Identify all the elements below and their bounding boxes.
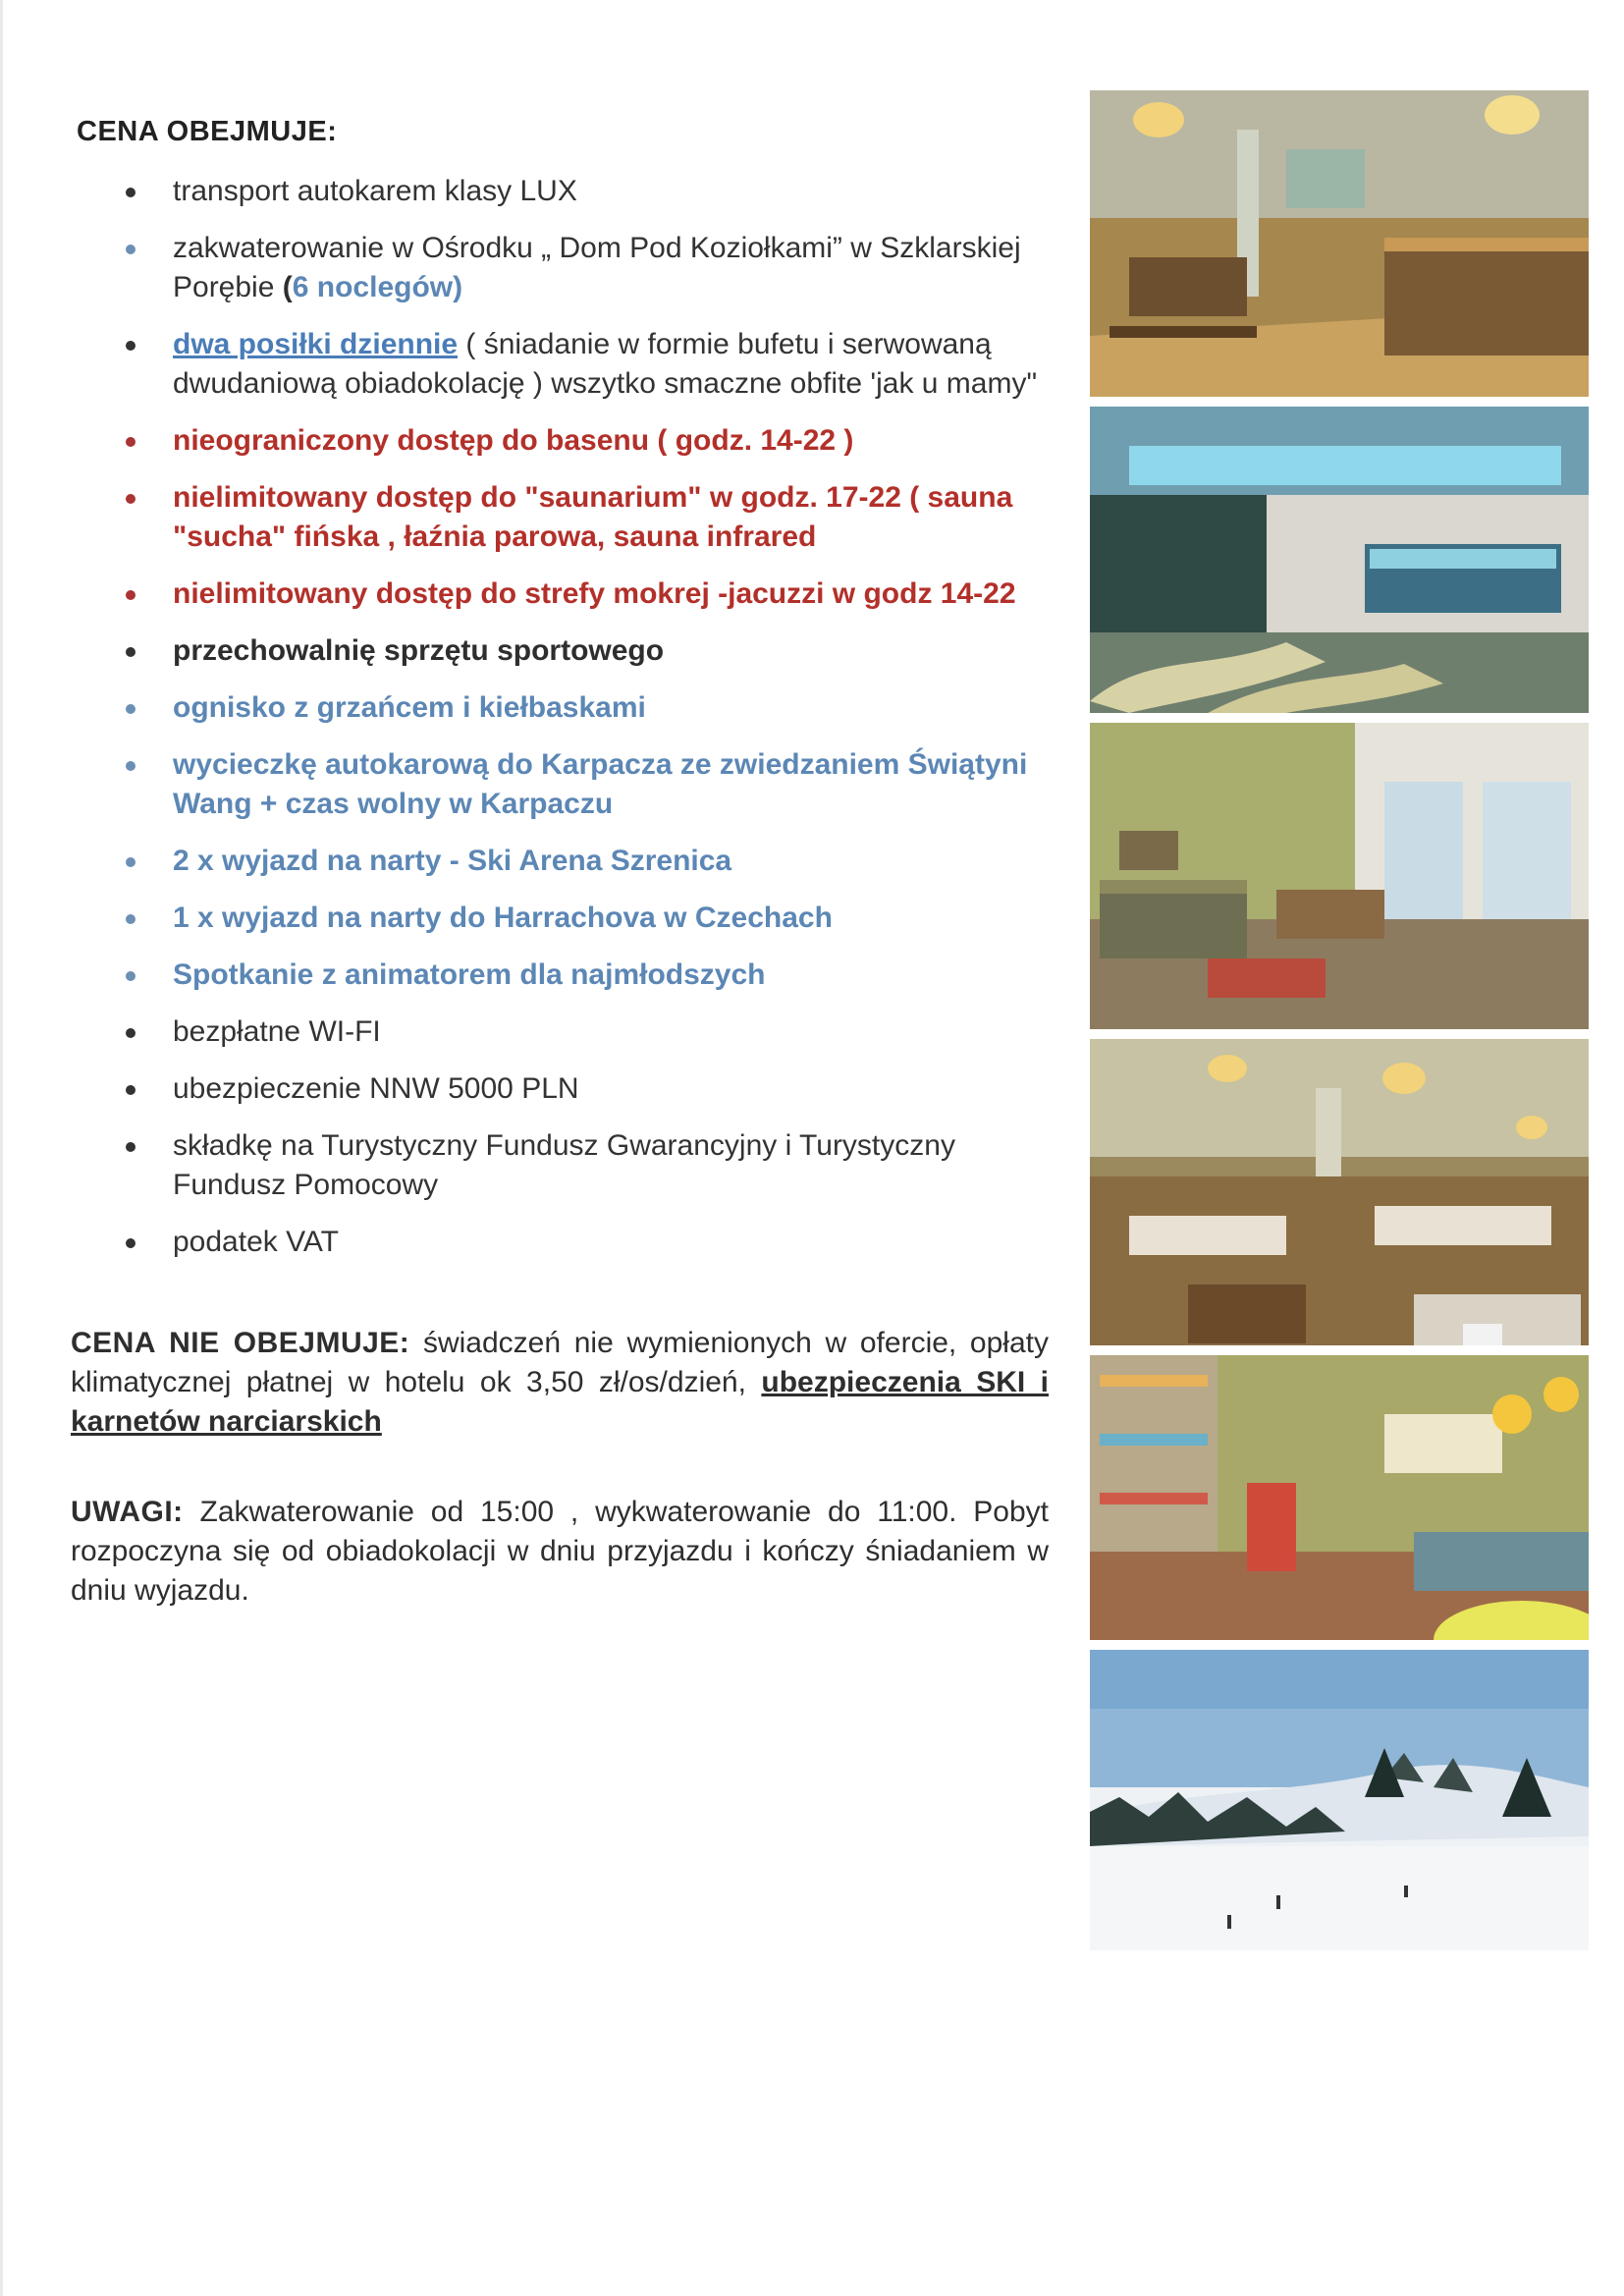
photo-dining-hall [1090,1039,1589,1345]
price-includes-list [71,172,1053,1262]
photo-kids-playroom [1090,1355,1589,1640]
bullet-icon [126,245,135,254]
bullet-icon [126,590,135,600]
photo-guest-room [1090,723,1589,1029]
item-text: ( [282,271,293,303]
bullet-icon [126,647,135,657]
item-text: nielimitowany dostęp do strefy mokrej -jacuzzi w godz 14-22 [173,577,1016,610]
price-excludes-paragraph [71,1324,1049,1442]
item-link-text[interactable]: dwa posiłki dziennie [173,328,459,360]
item-text: przechowalnię sprzętu sportowego [173,634,665,667]
price-includes-item [71,1069,1053,1109]
notes-text: Zakwaterowanie od 15:00 , wykwaterowanie do 11:00. Pobyt rozpoczyna się od obiadokolacji w dniu przyjazdu i kończy śniadaniem w dniu wyjazdu. [71,1496,1049,1607]
price-includes-item [71,172,1053,211]
item-text: ognisko z grzańcem i kiełbaskami [173,691,646,724]
price-includes-item [71,745,1053,824]
price-includes-heading: CENA OBEJMUJE: [77,116,338,147]
price-includes-item [71,574,1053,614]
bullet-icon [126,1142,135,1152]
item-text: bezpłatne WI-FI [173,1015,381,1048]
item-text: 6 noclegów) [292,271,463,303]
bullet-icon [126,971,135,981]
price-includes-item [71,842,1053,881]
price-includes-item [71,688,1053,728]
item-text: nieograniczony dostęp do basenu ( godz. 14-22 ) [173,424,854,457]
price-excludes-text: świadczeń nie wymienionych w ofercie, opłaty klimatycznej płatnej w hotelu ok 3,50 zł/os/dzień, [71,1327,1049,1398]
item-text: zakwaterowanie w Ośrodku „ Dom Pod Koziołkami” w Szklarskiej Porębie [173,232,1021,303]
photo-restaurant-interior [1090,90,1589,397]
bullet-icon [126,1028,135,1038]
price-includes-item [71,899,1053,938]
price-includes-item [71,1126,1053,1205]
item-text: 2 x wyjazd na narty - Ski Arena Szrenica [173,845,732,877]
item-text: 1 x wyjazd na narty do Harrachova w Czechach [173,902,833,934]
price-includes-item [71,325,1053,404]
bullet-icon [126,1238,135,1248]
bullet-icon [126,857,135,867]
item-text: składkę na Turystyczny Fundusz Gwarancyjny i Turystyczny Fundusz Pomocowy [173,1129,955,1201]
bullet-icon [126,704,135,714]
bullet-icon [126,1085,135,1095]
notes-paragraph [71,1493,1049,1611]
item-text: wycieczkę autokarową do Karpacza ze zwiedzaniem Świątyni Wang + czas wolny w Karpaczu [173,748,1028,820]
notes-label: UWAGI: [71,1496,184,1528]
price-includes-item [71,229,1053,307]
bullet-icon [126,914,135,924]
item-text: ( śniadanie w formie bufetu i serwowaną dwudaniową obiadokolację ) wszytko smaczne obfite 'jak u mamy" [173,328,1038,400]
price-includes-item [71,631,1053,671]
price-includes-item [71,956,1053,995]
item-text: ubezpieczenie NNW 5000 PLN [173,1072,579,1105]
bullet-icon [126,494,135,504]
price-excludes-label: CENA NIE OBEJMUJE: [71,1327,410,1359]
price-excludes-underlined: ubezpieczenia SKI i karnetów narciarskich [71,1366,1050,1438]
item-text: nielimitowany dostęp do "saunarium" w godz. 17-22 ( sauna "sucha" fińska , łaźnia parowa, sauna infrared [173,481,1013,553]
item-text: Spotkanie z animatorem dla najmłodszych [173,958,766,991]
price-includes-section [71,116,1053,1280]
price-includes-item [71,421,1053,461]
item-text: transport autokarem klasy LUX [173,175,577,207]
bullet-icon [126,761,135,771]
price-includes-item [71,1223,1053,1262]
price-includes-item [71,478,1053,557]
bullet-icon [126,188,135,197]
scan-edge [0,0,3,2296]
price-includes-item [71,1012,1053,1052]
item-text: podatek VAT [173,1226,339,1258]
photo-ski-slope [1090,1650,1589,1950]
photo-spa-relax-room [1090,407,1589,713]
bullet-icon [126,437,135,447]
bullet-icon [126,341,135,351]
